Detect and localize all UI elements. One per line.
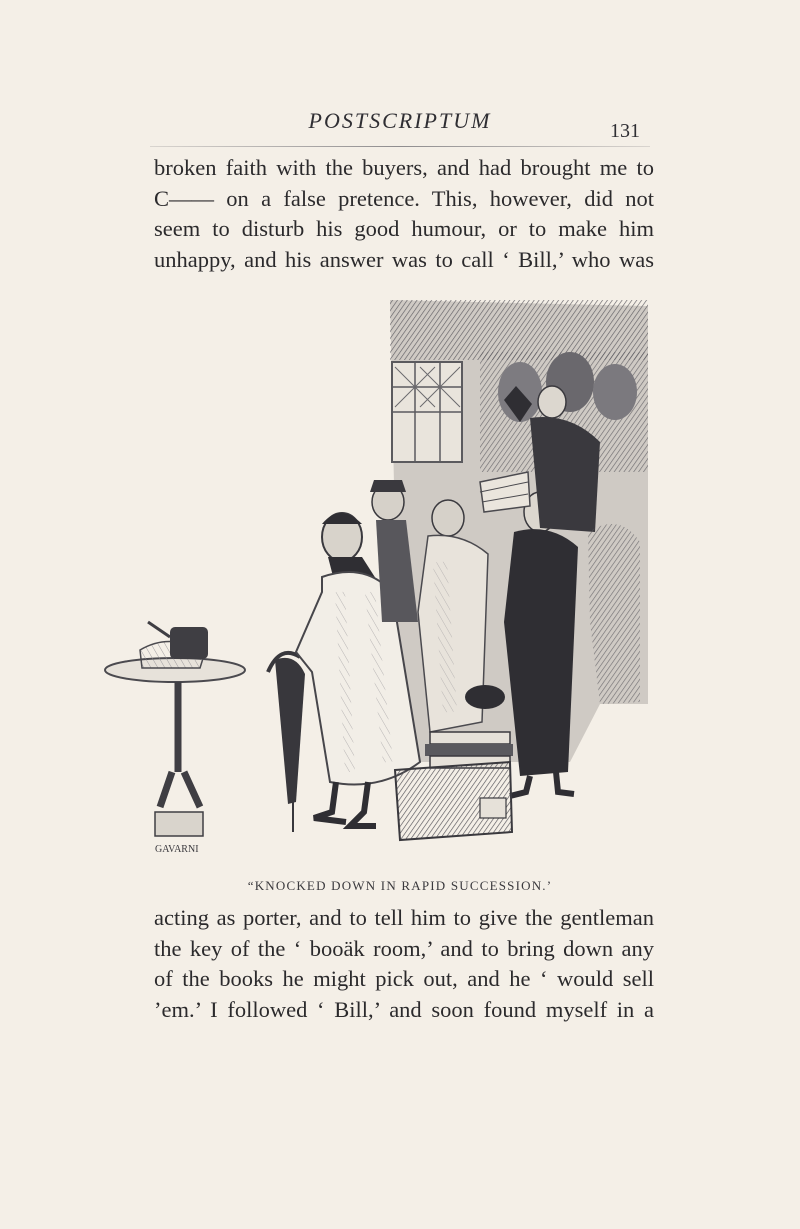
- umbrella: [268, 653, 305, 832]
- text-line: of the books he might pick out, and he ‘ would sell: [154, 966, 654, 991]
- page-number: 131: [610, 120, 640, 142]
- side-table: [105, 622, 245, 836]
- text-line: the key of the ‘ booäk room,’ and to bring down any: [154, 935, 654, 961]
- text-line: seem to disturb his good humour, or to make him: [154, 216, 654, 241]
- text-line: C—— on a false pretence. This, however, did not: [154, 185, 654, 211]
- running-head: POSTSCRIPTUM: [308, 108, 492, 133]
- illustration-caption: “KNOCKED DOWN IN RAPID SUCCESSION.’: [247, 878, 553, 893]
- text-line: acting as porter, and to tell him to give the gentleman: [154, 905, 654, 930]
- paragraph-top: [154, 153, 654, 275]
- text-line: unhappy, and his answer was to call ‘ Bill,’ who was: [154, 246, 654, 272]
- paragraph-bottom: [154, 903, 654, 1025]
- artist-signature: GAVARNI: [155, 844, 199, 855]
- header-rule: [150, 146, 650, 147]
- text-line: broken faith with the buyers, and had brought me to: [154, 155, 654, 180]
- illustration: [100, 292, 660, 860]
- text-line: ’em.’ I followed ‘ Bill,’ and soon found myself in a: [154, 996, 654, 1022]
